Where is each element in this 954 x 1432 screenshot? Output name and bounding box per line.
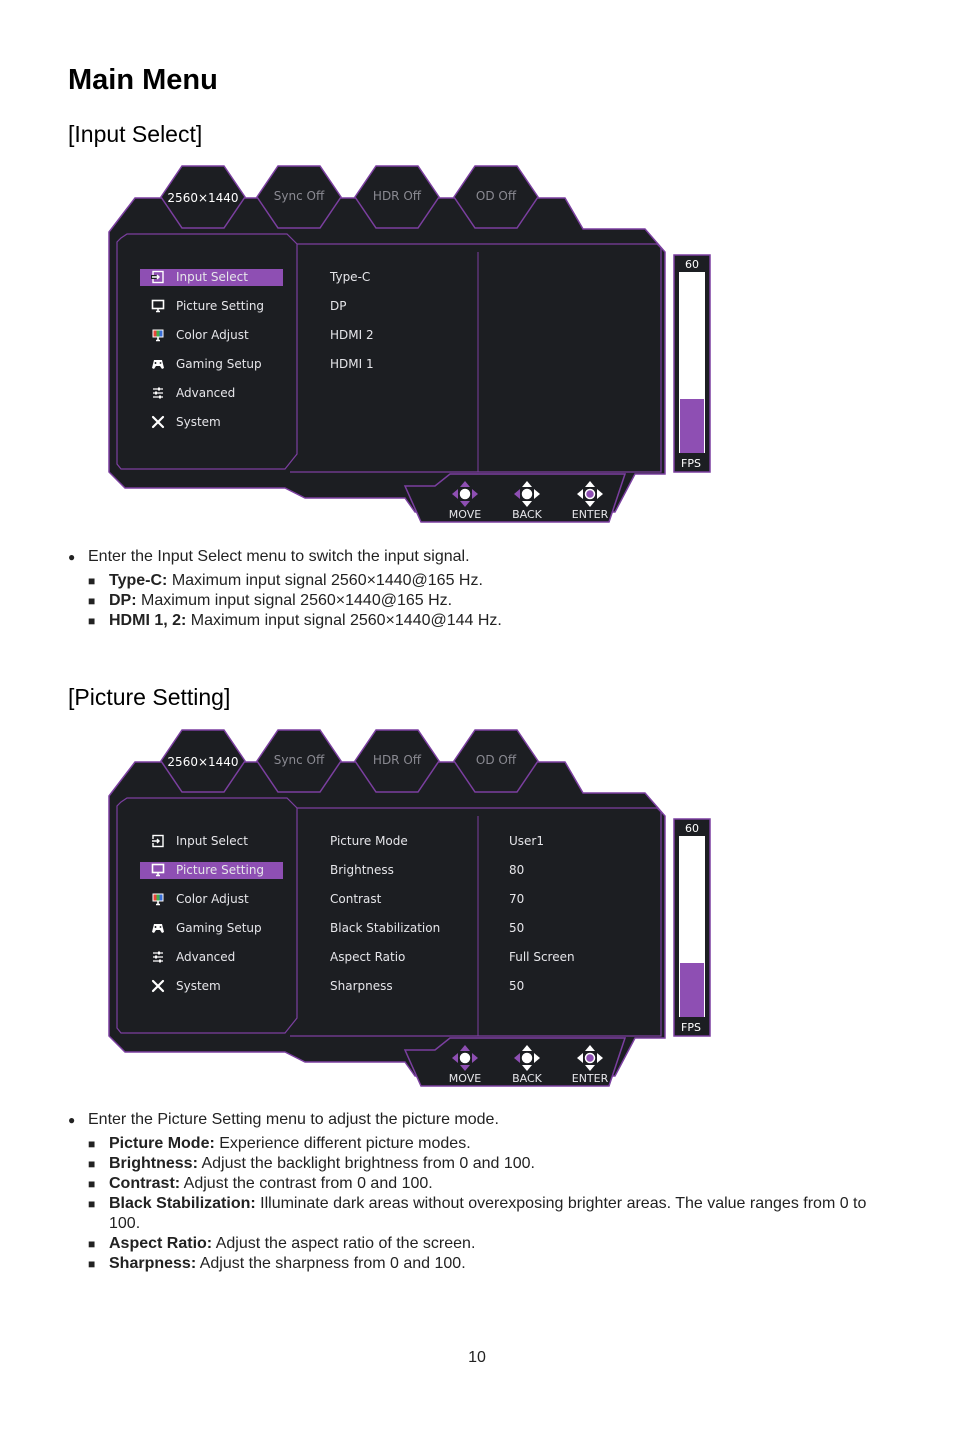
square-bullet-icon: ■ bbox=[88, 1137, 96, 1151]
bullet-term: DP: bbox=[109, 592, 137, 609]
nav-label: ENTER bbox=[571, 508, 609, 521]
bullet-text: Illuminate dark areas without overexposing brighter areas. The value ranges from 0 to 100. bbox=[109, 1195, 867, 1232]
dpad-icon bbox=[451, 1044, 479, 1072]
bullet-text: Maximum input signal 2560×1440@144 Hz. bbox=[186, 612, 502, 629]
bullet-term: HDMI 1, 2: bbox=[109, 612, 187, 629]
square-bullet-icon: ■ bbox=[88, 1177, 96, 1191]
menu-item-label: Input Select bbox=[176, 834, 248, 848]
sliders-icon bbox=[151, 386, 165, 400]
gamepad-icon bbox=[151, 921, 165, 935]
option-value: 80 bbox=[509, 863, 525, 877]
dpad-icon bbox=[451, 480, 479, 508]
menu-item-label: Color Adjust bbox=[176, 892, 249, 906]
nav-label: BACK bbox=[512, 508, 542, 521]
monitor-icon bbox=[151, 863, 165, 877]
bullet-term: Aspect Ratio: bbox=[109, 1235, 213, 1252]
input-icon bbox=[151, 834, 165, 848]
status-pill-1: Sync Off bbox=[273, 189, 325, 203]
fps-label: FPS bbox=[681, 1021, 701, 1034]
section-heading-picture-setting: [Picture Setting] bbox=[68, 684, 231, 710]
menu-item-system[interactable] bbox=[140, 978, 283, 995]
status-pill-2: HDR Off bbox=[372, 189, 422, 203]
menu-item-advanced[interactable] bbox=[140, 385, 283, 402]
bullet-item bbox=[68, 1234, 888, 1254]
menu-item-label: Picture Setting bbox=[176, 863, 265, 877]
option-item[interactable]: Picture Mode bbox=[330, 834, 408, 848]
tools-icon bbox=[151, 415, 165, 429]
square-bullet-icon: ■ bbox=[88, 1237, 96, 1251]
osd-picture-setting bbox=[105, 726, 715, 1091]
option-value: User1 bbox=[509, 834, 544, 848]
menu-item-gaming-setup[interactable] bbox=[140, 920, 283, 937]
bullet-item bbox=[68, 1154, 888, 1174]
menu-item-gaming-setup[interactable] bbox=[140, 356, 283, 373]
color-icon bbox=[151, 892, 165, 906]
menu-item-label: Advanced bbox=[176, 950, 236, 964]
page-number: 10 bbox=[468, 1349, 486, 1366]
bullet-item bbox=[68, 1174, 888, 1194]
bullet-intro: ● Enter the Input Select menu to switch the input signal. bbox=[68, 547, 888, 567]
menu-item-picture-setting[interactable] bbox=[140, 298, 283, 315]
bullet-item bbox=[68, 1194, 888, 1234]
bullet-term: Brightness: bbox=[109, 1155, 198, 1172]
bullet-text: Maximum input signal 2560×1440@165 Hz. bbox=[167, 572, 483, 589]
status-pill-2: HDR Off bbox=[372, 753, 422, 767]
square-bullet-icon: ■ bbox=[88, 614, 96, 628]
status-pill-1: Sync Off bbox=[273, 753, 325, 767]
bullet-term: Black Stabilization: bbox=[109, 1195, 256, 1212]
nav-move-button[interactable] bbox=[435, 480, 495, 522]
bullet-term: Sharpness: bbox=[109, 1255, 197, 1272]
fps-value: 60 bbox=[685, 258, 699, 271]
bullet-term: Contrast: bbox=[109, 1175, 181, 1192]
square-bullet-icon: ■ bbox=[88, 1197, 96, 1211]
menu-item-color-adjust[interactable] bbox=[140, 891, 283, 908]
nav-label: BACK bbox=[512, 1072, 542, 1085]
option-item[interactable]: Brightness bbox=[330, 863, 394, 877]
tools-icon bbox=[151, 979, 165, 993]
menu-item-label: System bbox=[176, 415, 221, 429]
bullet-text: Experience different picture modes. bbox=[214, 1135, 471, 1152]
bullet-text: Maximum input signal 2560×1440@165 Hz. bbox=[136, 592, 453, 609]
option-item[interactable]: DP bbox=[330, 299, 347, 313]
dpad-icon bbox=[513, 480, 541, 508]
gamepad-icon bbox=[151, 357, 165, 371]
status-pill-0: 2560×1440 bbox=[167, 755, 239, 769]
option-value: Full Screen bbox=[509, 950, 575, 964]
status-pill-0: 2560×1440 bbox=[167, 191, 239, 205]
nav-move-button[interactable] bbox=[435, 1044, 495, 1086]
square-bullet-icon: ■ bbox=[88, 1257, 96, 1271]
nav-enter-button[interactable] bbox=[560, 480, 620, 522]
sliders-icon bbox=[151, 950, 165, 964]
color-icon bbox=[151, 328, 165, 342]
square-bullet-icon: ■ bbox=[88, 1157, 96, 1171]
menu-item-label: Input Select bbox=[176, 270, 248, 284]
menu-item-label: Gaming Setup bbox=[176, 357, 262, 371]
option-item[interactable]: Type-C bbox=[330, 270, 371, 284]
dpad-icon bbox=[576, 1044, 604, 1072]
menu-item-label: Gaming Setup bbox=[176, 921, 262, 935]
bullet-intro: ● Enter the Picture Setting menu to adjust the picture mode. bbox=[68, 1110, 888, 1130]
nav-back-button[interactable] bbox=[497, 1044, 557, 1086]
square-bullet-icon: ■ bbox=[88, 594, 96, 608]
bullet-item bbox=[68, 571, 888, 591]
menu-item-advanced[interactable] bbox=[140, 949, 283, 966]
fps-level-fill bbox=[680, 963, 704, 1017]
nav-enter-button[interactable] bbox=[560, 1044, 620, 1086]
square-bullet-icon: ■ bbox=[88, 574, 96, 588]
monitor-icon bbox=[151, 299, 165, 313]
option-item[interactable]: HDMI 2 bbox=[330, 328, 374, 342]
fps-value: 60 bbox=[685, 822, 699, 835]
input-select-description bbox=[68, 547, 888, 631]
menu-item-input-select[interactable] bbox=[140, 833, 283, 850]
status-pill-3: OD Off bbox=[475, 753, 517, 767]
bullet-text: Adjust the aspect ratio of the screen. bbox=[212, 1235, 476, 1252]
nav-label: MOVE bbox=[448, 508, 482, 521]
option-item[interactable]: Contrast bbox=[330, 892, 382, 906]
menu-item-label: Advanced bbox=[176, 386, 236, 400]
menu-item-color-adjust[interactable] bbox=[140, 327, 283, 344]
option-item[interactable]: Black Stabilization bbox=[330, 921, 441, 935]
bullet-item bbox=[68, 1134, 888, 1154]
nav-label: MOVE bbox=[448, 1072, 482, 1085]
fps-label: FPS bbox=[681, 457, 701, 470]
page-title: Main Menu bbox=[68, 64, 218, 96]
dpad-icon bbox=[513, 1044, 541, 1072]
bullet-term: Picture Mode: bbox=[109, 1135, 215, 1152]
osd-input-select bbox=[105, 162, 715, 527]
section-heading-input-select: [Input Select] bbox=[68, 121, 203, 147]
status-pill-3: OD Off bbox=[475, 189, 517, 203]
menu-item-picture-setting[interactable] bbox=[140, 862, 283, 879]
nav-back-button[interactable] bbox=[497, 480, 557, 522]
menu-item-input-select[interactable] bbox=[140, 269, 283, 286]
bullet-text: Adjust the backlight brightness from 0 and 100. bbox=[197, 1155, 535, 1172]
nav-label: ENTER bbox=[571, 1072, 609, 1085]
osd-frame bbox=[105, 162, 715, 527]
option-item[interactable]: Aspect Ratio bbox=[330, 950, 406, 964]
fps-level-fill bbox=[680, 399, 704, 453]
option-value: 50 bbox=[509, 921, 525, 935]
bullet-text: Adjust the contrast from 0 and 100. bbox=[180, 1175, 433, 1192]
bullet-text: Adjust the sharpness from 0 and 100. bbox=[196, 1255, 466, 1272]
menu-item-system[interactable] bbox=[140, 414, 283, 431]
menu-item-label: Color Adjust bbox=[176, 328, 249, 342]
option-item[interactable]: Sharpness bbox=[330, 979, 393, 993]
picture-setting-description bbox=[68, 1110, 888, 1274]
bullet-item bbox=[68, 1254, 888, 1274]
option-value: 50 bbox=[509, 979, 525, 993]
bullet-item bbox=[68, 591, 888, 611]
input-icon bbox=[151, 270, 165, 284]
osd-frame bbox=[105, 726, 715, 1091]
dpad-icon bbox=[576, 480, 604, 508]
bullet-term: Type-C: bbox=[109, 572, 168, 589]
bullet-item bbox=[68, 611, 888, 631]
option-value: 70 bbox=[509, 892, 525, 906]
menu-item-label: Picture Setting bbox=[176, 299, 265, 313]
menu-item-label: System bbox=[176, 979, 221, 993]
option-item[interactable]: HDMI 1 bbox=[330, 357, 374, 371]
